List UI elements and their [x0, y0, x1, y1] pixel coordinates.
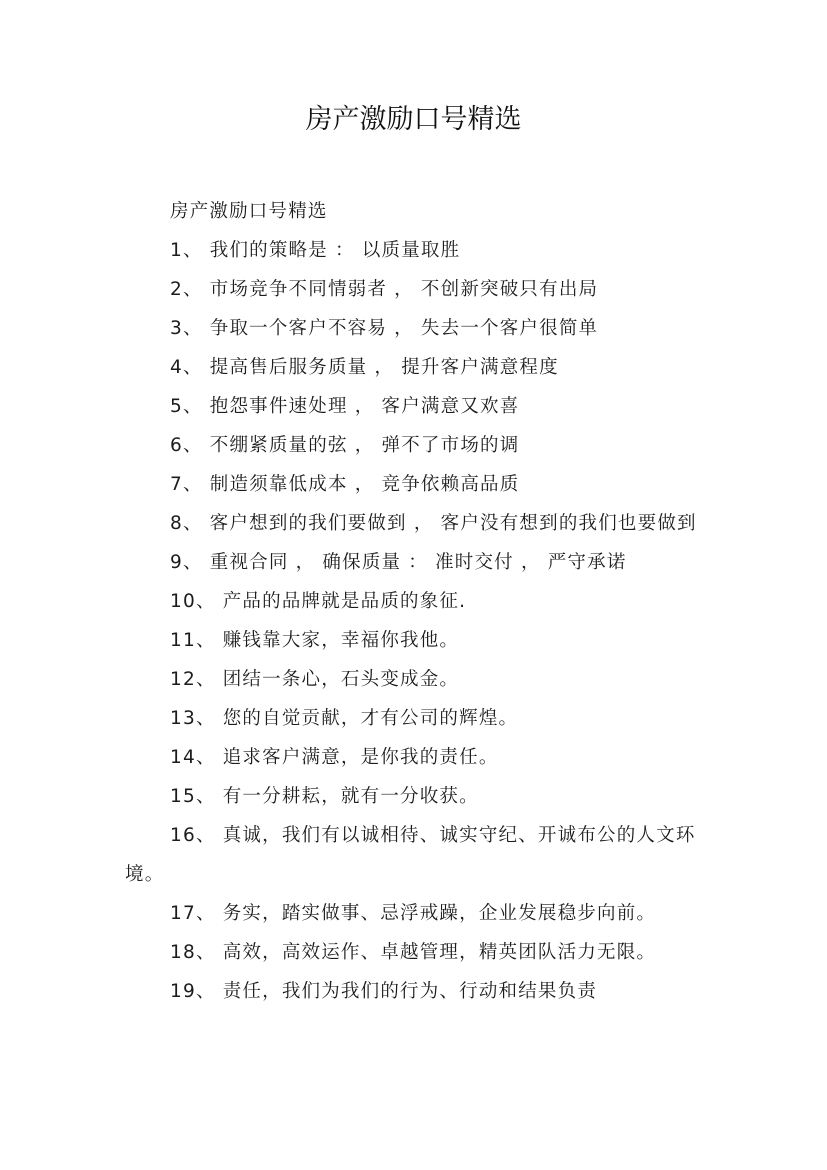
list-item: 11、 赚钱靠大家，幸福你我他。	[170, 630, 460, 651]
list-item: 13、 您的自觉贡献，才有公司的辉煌。	[170, 708, 519, 729]
list-item: 19、 责任，我们为我们的行为、行动和结果负责	[170, 981, 598, 1002]
list-item: 4、 提高售后服务质量 ， 提升客户满意程度	[170, 357, 559, 378]
list-item: 12、 团结一条心，石头变成金。	[170, 669, 460, 690]
document-title: 房产激励口号精选	[305, 104, 522, 135]
list-item: 8、 客户想到的我们要做到 ， 客户没有想到的我们也要做到	[170, 513, 697, 534]
list-item: 16、 真诚，我们有以诚相待、诚实守纪、开诚布公的人文环境。	[125, 825, 696, 885]
intro-paragraph: 房产激励口号精选	[170, 201, 328, 222]
list-item: 18、 高效，高效运作、卓越管理，精英团队活力无限。	[170, 942, 657, 963]
list-item: 1、 我们的策略是 ： 以质量取胜	[170, 240, 461, 261]
document-body	[125, 192, 723, 1011]
list-item: 15、 有一分耕耘，就有一分收获。	[170, 786, 479, 807]
list-item: 9、 重视合同 ， 确保质量 ： 准时交付 ， 严守承诺	[170, 552, 627, 573]
list-item: 14、 追求客户满意，是你我的责任。	[170, 747, 499, 768]
list-item: 5、 抱怨事件速处理 ， 客户满意又欢喜	[170, 396, 520, 417]
list-item: 17、 务实，踏实做事、忌浮戒躁，企业发展稳步向前。	[170, 903, 657, 924]
list-item: 10、 产品的品牌就是品质的象征.	[170, 591, 467, 612]
list-item: 6、 不绷紧质量的弦 ， 弹不了市场的调	[170, 435, 520, 456]
list-item: 2、 市场竞争不同情弱者 ， 不创新突破只有出局	[170, 279, 599, 300]
list-item: 3、 争取一个客户不容易 ， 失去一个客户很简单	[170, 318, 599, 339]
list-item: 7、 制造须靠低成本 ， 竞争依赖高品质	[170, 474, 520, 495]
